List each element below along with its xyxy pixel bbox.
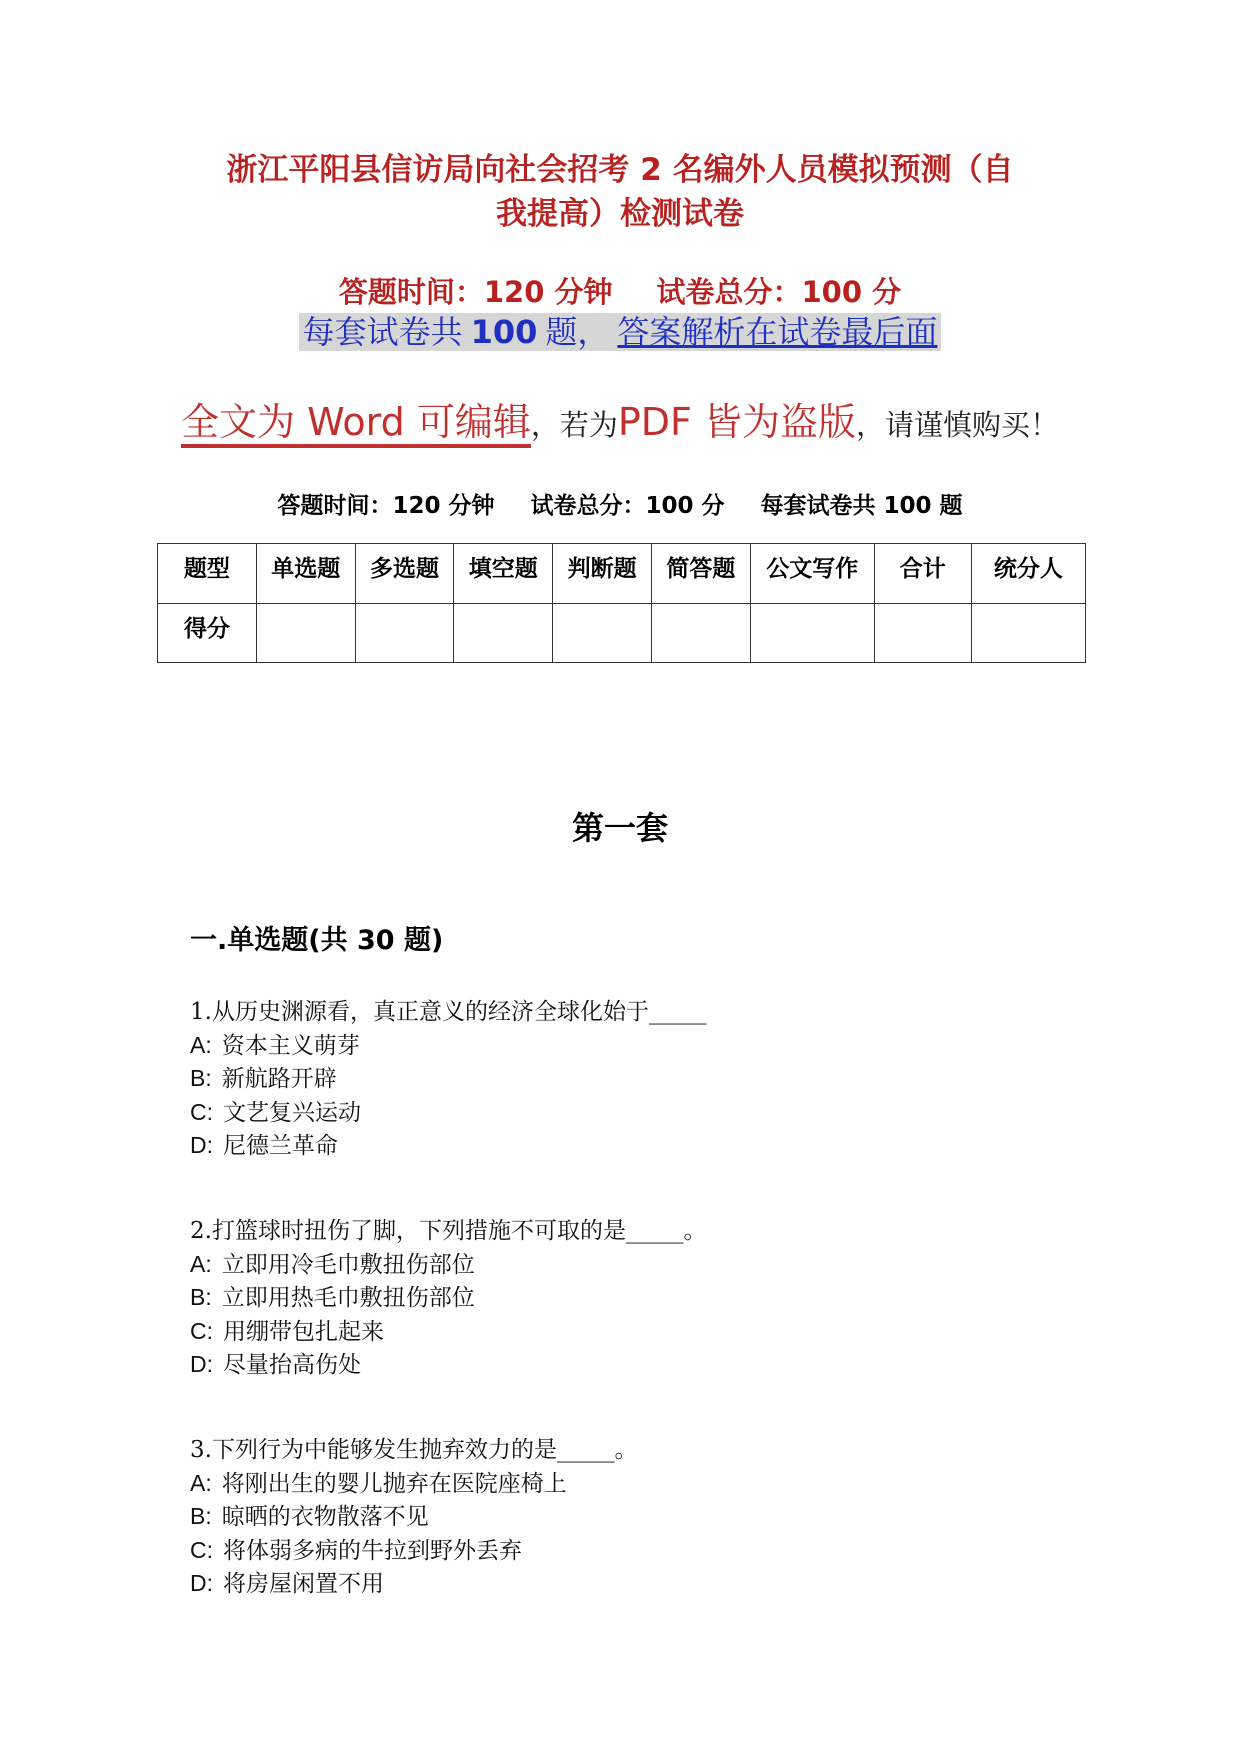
score-cell[interactable] — [971, 604, 1085, 663]
option-text: 将房屋闲置不用 — [223, 1571, 384, 1597]
document-title-line1: 浙江平阳县信访局向社会招考 2 名编外人员模拟预测（自 — [226, 152, 1014, 188]
question-option — [190, 1096, 706, 1130]
option-letter: D: — [190, 1351, 213, 1377]
option-letter: C: — [190, 1536, 213, 1563]
answer-notice-banner — [0, 310, 1240, 354]
score-table-score-row — [158, 604, 1086, 663]
question-option — [190, 1029, 706, 1063]
score-header-cell: 合计 — [874, 544, 971, 604]
section-title: 一.单选题(共 30 题) — [190, 925, 444, 956]
option-letter: D: — [190, 1132, 213, 1158]
question-option — [190, 1248, 706, 1282]
question-option — [190, 1062, 706, 1096]
notice-caution: ，请谨慎购买！ — [855, 408, 1059, 442]
score-header-cell: 判断题 — [553, 544, 652, 604]
banner-part2: 题， — [541, 313, 613, 351]
set-title: 第一套 — [571, 809, 668, 847]
option-letter: A: — [190, 1031, 212, 1058]
answer-location-link[interactable]: 答案解析在试卷最后面 — [613, 313, 941, 351]
option-letter: C: — [190, 1317, 213, 1344]
score-cell[interactable] — [355, 604, 454, 663]
option-text: 将体弱多病的牛拉到野外丢弃 — [223, 1537, 522, 1564]
score-header-cell: 简答题 — [651, 544, 750, 604]
exam-meta-line — [0, 490, 1240, 522]
option-text: 立即用热毛巾敷扭伤部位 — [221, 1285, 475, 1311]
option-letter: C: — [190, 1098, 213, 1125]
score-header-cell: 单选题 — [256, 544, 355, 604]
question-stem: 1.从历史渊源看，真正意义的经济全球化始于_____ — [190, 999, 707, 1025]
option-text: 新航路开辟 — [221, 1066, 337, 1092]
score-header-cell: 公文写作 — [750, 544, 874, 604]
option-letter: D: — [190, 1570, 213, 1596]
option-text: 用绷带包扎起来 — [223, 1318, 384, 1345]
document-title-line2: 我提高）检测试卷 — [496, 196, 744, 232]
question-option — [190, 1315, 706, 1349]
option-text: 资本主义萌芽 — [221, 1032, 360, 1059]
option-text: 将刚出生的婴儿抛弃在医院座椅上 — [221, 1470, 567, 1497]
score-header-cell: 题型 — [158, 544, 257, 604]
score-cell[interactable] — [553, 604, 652, 663]
option-text: 尼德兰革命 — [223, 1133, 338, 1159]
exam-info — [0, 272, 1240, 312]
notice-pdf-piracy: PDF 皆为盗版 — [617, 400, 856, 444]
question-option — [190, 1281, 706, 1315]
option-text: 晾晒的衣物散落不见 — [221, 1504, 429, 1530]
score-cell[interactable] — [750, 604, 874, 663]
meta-time: 答题时间：120 分钟 — [277, 493, 495, 519]
exam-time: 答题时间：120 分钟 — [338, 275, 613, 309]
question-item — [190, 996, 706, 1163]
piracy-notice — [0, 398, 1240, 449]
option-letter: A: — [190, 1469, 212, 1496]
banner-part1: 每套试卷共 — [299, 313, 467, 351]
option-text: 文艺复兴运动 — [223, 1099, 361, 1126]
option-letter: B: — [190, 1065, 212, 1091]
score-cell[interactable] — [256, 604, 355, 663]
question-option — [190, 1129, 706, 1163]
score-header-cell: 统分人 — [971, 544, 1085, 604]
meta-count: 每套试卷共 100 题 — [760, 493, 963, 519]
score-cell[interactable] — [651, 604, 750, 663]
score-row-label: 得分 — [158, 604, 257, 663]
option-letter: A: — [190, 1250, 212, 1277]
question-item — [190, 1215, 706, 1382]
document-title — [150, 148, 1090, 236]
question-option — [190, 1467, 637, 1501]
option-text: 尽量抬高伤处 — [223, 1352, 361, 1378]
option-text: 立即用冷毛巾敷扭伤部位 — [221, 1251, 475, 1278]
question-option — [190, 1534, 637, 1568]
score-cell[interactable] — [454, 604, 553, 663]
banner-count: 100 — [467, 313, 542, 351]
option-letter: B: — [190, 1284, 212, 1310]
score-header-cell: 填空题 — [454, 544, 553, 604]
question-stem: 3.下列行为中能够发生抛弃效力的是_____。 — [190, 1437, 638, 1463]
question-option — [190, 1348, 706, 1382]
exam-total-score: 试卷总分：100 分 — [656, 275, 902, 309]
question-option — [190, 1567, 637, 1601]
score-cell[interactable] — [874, 604, 971, 663]
score-header-cell: 多选题 — [355, 544, 454, 604]
score-table-header-row — [158, 544, 1086, 604]
notice-editable: 全文为 Word 可编辑 — [181, 400, 531, 448]
question-option — [190, 1500, 637, 1534]
option-letter: B: — [190, 1503, 212, 1529]
score-table — [157, 543, 1086, 663]
question-stem: 2.打篮球时扭伤了脚，下列措施不可取的是_____。 — [190, 1218, 707, 1244]
meta-score: 试卷总分：100 分 — [530, 493, 725, 519]
notice-if: ，若为 — [530, 408, 618, 442]
question-item — [190, 1434, 637, 1601]
